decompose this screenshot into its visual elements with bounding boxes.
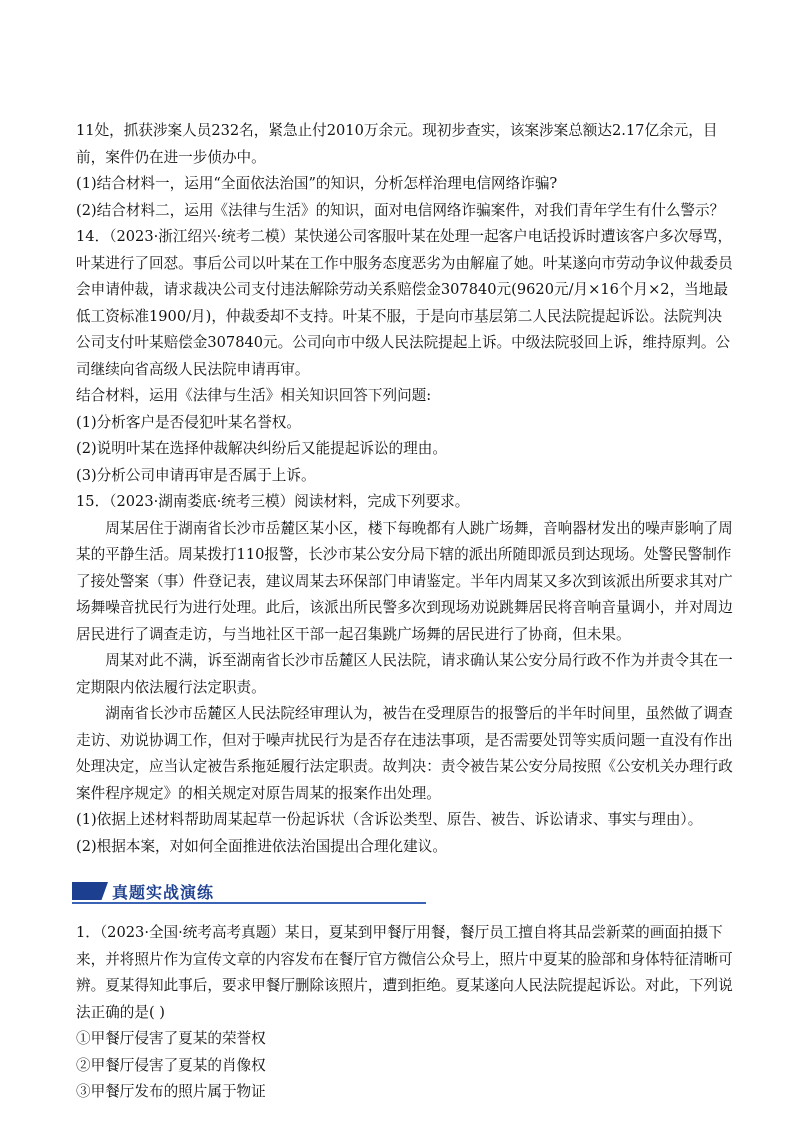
question-15-material-para1: 周某居住于湖南省长沙市岳麓区某小区，楼下每晚都有人跳广场舞，音响器材发出的噪声影响了周某的平静生活。周某拨打110报警，长沙市某公安分局下辖的派出所随即派员到达现场。处警民警制作了接处警案（事）件登记表，建议周某去环保部门申请鉴定。半年内周某又多次到该派出所要求其对广场舞噪音扰民行为进行处理。此后，该派出所民警多次到现场劝说跳舞居民将音响音量调小，并对周边居民进行了调查走访，与当地社区干部一起召集跳广场舞的居民进行了协商，但未果。 bbox=[76, 519, 733, 643]
question-13-sub1: (1)结合材料一，运用“全面依法治国”的知识，分析怎样治理电信网络诈骗? bbox=[76, 175, 558, 192]
question-13-sub2: (2)结合材料二，运用《法律与生活》的知识，面对电信网络诈骗案件，对我们青年学生有什么警示？ bbox=[76, 201, 725, 219]
banner-underline bbox=[72, 902, 426, 904]
section-banner bbox=[72, 878, 426, 906]
question-14-sub2: (2)说明叶某在选择仲裁解决纠纷后又能提起诉讼的理由。 bbox=[76, 440, 447, 457]
question-1-option-3: ③甲餐厅发布的照片属于物证 bbox=[76, 1083, 266, 1100]
question-14-sub3: (3)分析公司申请再审是否属于上诉。 bbox=[76, 466, 316, 484]
question-15-stem: 15．（2023·湖南娄底·统考三模）阅读材料，完成下列要求。 bbox=[76, 493, 470, 510]
question-15-material-para2: 周某对此不满，诉至湖南省长沙市岳麓区人民法院，请求确认某公安分局行政不作为并责令其在一定期限内依法履行法定职责。 bbox=[76, 652, 733, 696]
question-15-material-para3: 湖南省长沙市岳麓区人民法院经审理认为，被告在受理原告的报警后的半年时间里，虽然做了调查走访、劝说协调工作，但对于噪声扰民行为是否存在违法事项，是否需要处罚等实质问题一直没有作出处理决定，应当认定被告系拖延履行法定职责。故判决：责令被告某公安分局按照《公安机关办理行政案件程序规定》的相关规定对原告周某的报案作出处理。 bbox=[76, 705, 733, 802]
question-15-sub2: (2)根据本案，对如何全面推进依法治国提出合理化建议。 bbox=[76, 837, 447, 855]
question-1-option-2: ②甲餐厅侵害了夏某的肖像权 bbox=[76, 1056, 266, 1074]
banner-bar-decoration bbox=[72, 882, 108, 900]
material-continuation: 11处，抓获涉案人员232名，紧急止付2010万余元。现初步查实，该案涉案总额达2.17亿余元，目前，案件仍在进一步侦办中。 bbox=[76, 122, 718, 166]
question-1-option-1: ①甲餐厅侵害了夏某的荣誉权 bbox=[76, 1030, 266, 1047]
question-14-intro: 结合材料，运用《法律与生活》相关知识回答下列问题: bbox=[76, 387, 432, 404]
question-14-stem: 14．（2023·浙江绍兴·统考二模）某快递公司客服叶某在处理一起客户电话投诉时遭该客户多次辱骂，叶某进行了回怼。事后公司以叶某在工作中服务态度恶劣为由解雇了她。叶某遂向市劳动争议仲裁委员会申请仲裁，请求裁决公司支付违法解除劳动关系赔偿金307840元(9620元/月×16个月×2，当地最低工资标准1900/月)，仲裁委却不支持。叶某不服，于是向市基层第二人民法院提起诉讼。法院判决公司支付叶某赔偿金307840元。公司向市中级人民法院提起上诉。中级法院驳回上诉，维持原判。公司继续向省高级人民法院申请再审。 bbox=[76, 228, 733, 378]
question-1-stem: 1．（2023·全国·统考高考真题）某日，夏某到甲餐厅用餐，餐厅员工擅自将其品尝新菜的画面拍摄下来，并将照片作为宣传文章的内容发布在餐厅官方微信公众号上，照片中夏某的脸部和身体特征清晰可辨。夏某得知此事后，要求甲餐厅删除该照片，遭到拒绝。夏某遂向人民法院提起诉讼。对此，下列说法正确的是( ) bbox=[76, 924, 733, 1021]
question-15-sub1: (1)依据上述材料帮助周某起草一份起诉状（含诉讼类型、原告、被告、诉讼请求、事实与理由）。 bbox=[76, 811, 703, 828]
section-banner-label: 真题实战演练 bbox=[112, 883, 215, 902]
question-14-sub1: (1)分析客户是否侵犯叶某名誉权。 bbox=[76, 413, 301, 431]
document-page bbox=[76, 118, 734, 1106]
